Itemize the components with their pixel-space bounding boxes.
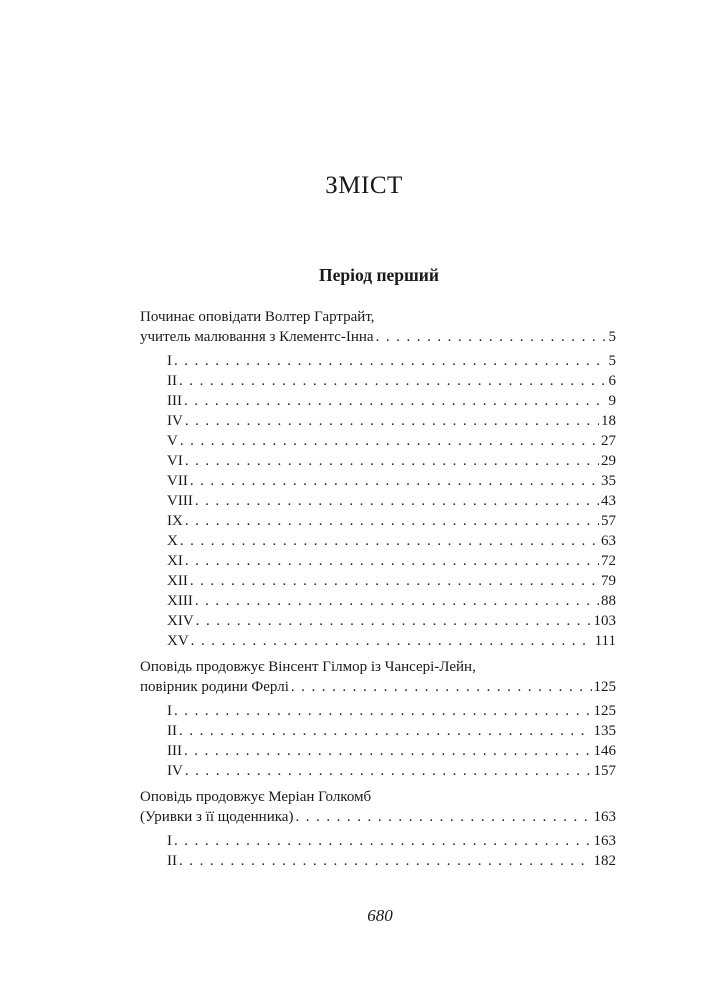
leader-dots: [180, 431, 599, 451]
section-heading-line2: повірник родини Ферлі: [140, 679, 289, 695]
toc-entry: [140, 571, 616, 591]
chapter-label: III: [167, 743, 182, 759]
toc-section-3: [140, 787, 616, 871]
leader-dots: [185, 551, 599, 571]
page-number: 57: [601, 513, 616, 529]
leader-dots: [174, 831, 592, 851]
page-number: 35: [601, 473, 616, 489]
page-number: 163: [593, 809, 616, 825]
period-heading: Період перший: [319, 265, 439, 285]
toc-entry: [140, 631, 616, 651]
page-number: 27: [601, 433, 616, 449]
page-number: 43: [601, 493, 616, 509]
toc-entry: [140, 701, 616, 721]
toc-section-2: [140, 657, 616, 781]
leader-dots: [180, 531, 599, 551]
chapter-label: I: [167, 703, 172, 719]
chapter-label: I: [167, 353, 172, 369]
toc-entry: [140, 611, 616, 631]
leader-dots: [190, 471, 599, 491]
page-number: 135: [593, 723, 616, 739]
page-number: 125: [593, 679, 616, 695]
page-title: ЗМІСТ: [325, 172, 403, 199]
toc-entry: [140, 411, 616, 431]
leader-dots: [179, 721, 592, 741]
toc-entry: [140, 531, 616, 551]
page-number: 163: [593, 833, 616, 849]
leader-dots: [174, 351, 607, 371]
page-number: 111: [594, 633, 616, 649]
chapter-label: IV: [167, 413, 183, 429]
page-number: 182: [593, 853, 616, 869]
chapter-label: II: [167, 853, 177, 869]
page-number: 5: [608, 353, 616, 369]
toc-entry: [140, 851, 616, 871]
chapter-label: II: [167, 723, 177, 739]
page-number: 18: [601, 413, 616, 429]
chapter-label: XII: [167, 573, 188, 589]
chapter-label: I: [167, 833, 172, 849]
chapter-label: XIII: [167, 593, 193, 609]
section-heading: [140, 657, 616, 697]
leader-dots: [184, 391, 607, 411]
chapter-label: VIII: [167, 493, 193, 509]
leader-dots: [174, 701, 592, 721]
toc-entry: [140, 431, 616, 451]
page-number: 63: [601, 533, 616, 549]
chapter-label: XV: [167, 633, 189, 649]
leader-dots: [196, 611, 592, 631]
toc-entry: [140, 721, 616, 741]
page-number: 125: [593, 703, 616, 719]
page-folio: 680: [367, 906, 393, 925]
leader-dots: [185, 761, 592, 781]
leader-dots: [195, 491, 599, 511]
page-number: 103: [593, 613, 616, 629]
chapter-label: III: [167, 393, 182, 409]
page-number: 9: [608, 393, 616, 409]
leader-dots: [190, 571, 599, 591]
section-heading-line2: (Уривки з її щоденника): [140, 809, 294, 825]
page-number: 88: [601, 593, 616, 609]
toc-entry: [140, 761, 616, 781]
leader-dots: [185, 451, 599, 471]
leader-dots: [184, 741, 592, 761]
leader-dots: [295, 807, 591, 827]
leader-dots: [291, 677, 592, 697]
section-heading: [140, 307, 616, 347]
table-of-contents: [140, 307, 616, 877]
chapter-label: II: [167, 373, 177, 389]
section-heading-line1: Оповідь продовжує Меріан Голкомб: [140, 789, 372, 805]
chapter-label: VII: [167, 473, 188, 489]
leader-dots: [185, 511, 599, 531]
toc-entry: [140, 371, 616, 391]
chapter-label: XIV: [167, 613, 194, 629]
toc-entry: [140, 741, 616, 761]
chapter-label: VI: [167, 453, 183, 469]
toc-entry: [140, 451, 616, 471]
toc-entry: [140, 491, 616, 511]
page-number: 5: [608, 329, 616, 345]
page-number: 157: [593, 763, 616, 779]
section-heading-line1: Починає оповідати Волтер Гартрайт,: [140, 309, 375, 325]
leader-dots: [191, 631, 593, 651]
page-number: 29: [601, 453, 616, 469]
toc-entry: [140, 591, 616, 611]
toc-section-1: [140, 307, 616, 651]
leader-dots: [185, 411, 599, 431]
leader-dots: [179, 371, 607, 391]
chapter-label: IV: [167, 763, 183, 779]
chapter-label: IX: [167, 513, 183, 529]
page-number: 79: [601, 573, 616, 589]
chapter-label: XI: [167, 553, 183, 569]
toc-entry: [140, 471, 616, 491]
section-heading-line2: учитель малювання з Клементс-Інна: [140, 329, 374, 345]
toc-entry: [140, 511, 616, 531]
page-number: 146: [593, 743, 616, 759]
leader-dots: [376, 327, 607, 347]
section-heading: [140, 787, 616, 827]
chapter-label: X: [167, 533, 178, 549]
leader-dots: [179, 851, 592, 871]
toc-entry: [140, 391, 616, 411]
chapter-label: V: [167, 433, 178, 449]
leader-dots: [195, 591, 599, 611]
toc-entry: [140, 351, 616, 371]
section-heading-line1: Оповідь продовжує Вінсент Гілмор із Чансері-Лейн,: [140, 659, 476, 675]
toc-entry: [140, 551, 616, 571]
page-number: 72: [601, 553, 616, 569]
toc-entry: [140, 831, 616, 851]
page-number: 6: [608, 373, 616, 389]
